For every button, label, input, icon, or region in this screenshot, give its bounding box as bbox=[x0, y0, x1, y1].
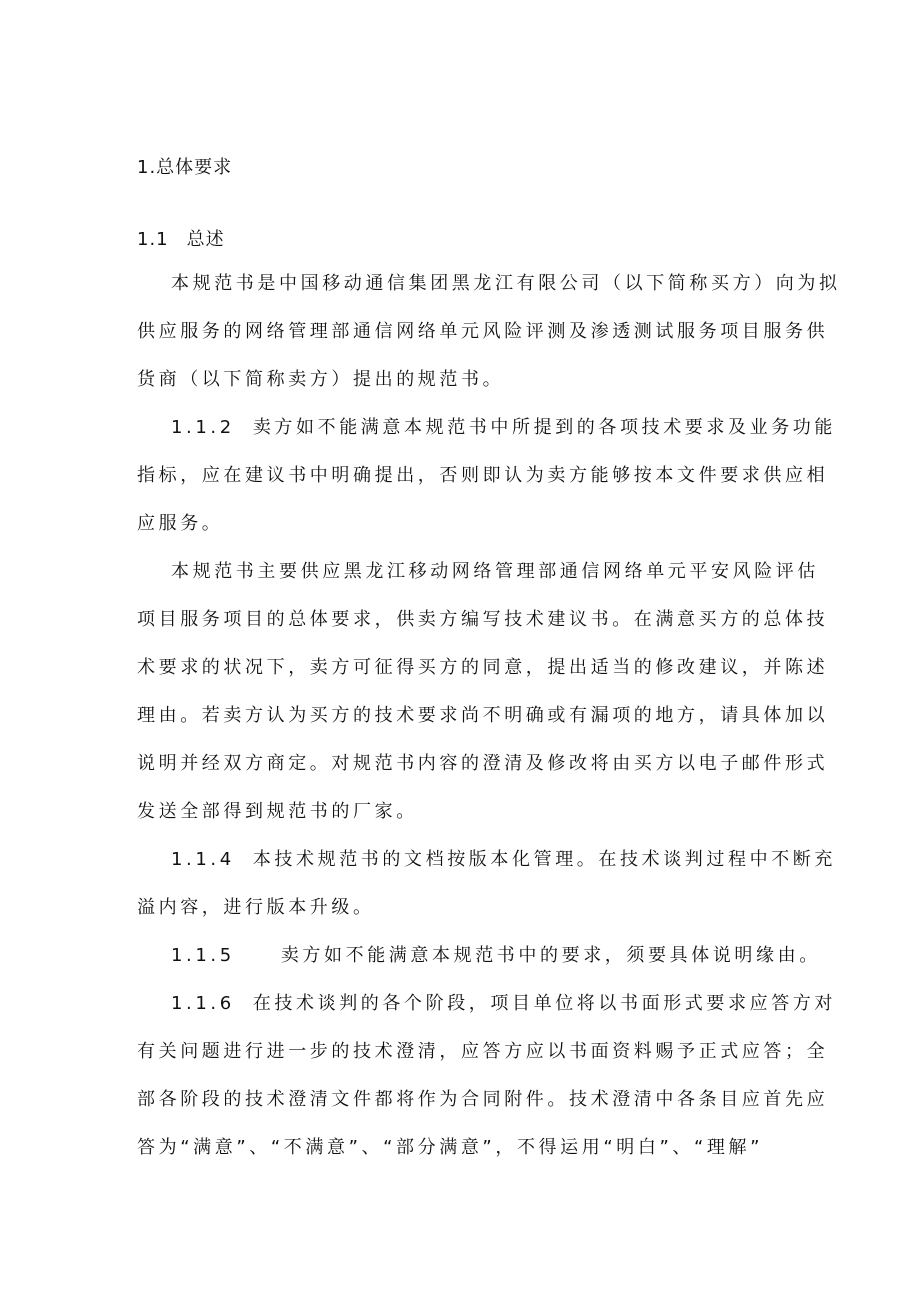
heading-general-requirements: 1.总体要求 bbox=[137, 157, 233, 178]
paragraph-6-line-4: 答为“满意”、“不满意”、“部分满意”，不得运用“明白”、“理解” bbox=[137, 1137, 764, 1158]
paragraph-2-line-3: 应服务。 bbox=[137, 513, 224, 534]
paragraph-1-line-1: 本规范书是中国移动通信集团黑龙江有限公司（以下简称买方）向为拟 bbox=[171, 273, 841, 294]
paragraph-3-line-1: 本规范书主要供应黑龙江移动网络管理部通信网络单元平安风险评估 bbox=[171, 561, 819, 582]
paragraph-2-line-2: 指标，应在建议书中明确提出，否则即认为卖方能够按本文件要求供应相 bbox=[137, 465, 829, 486]
paragraph-5-line-1-text: 卖方如不能满意本规范书中的要求，须要具体说明缘由。 bbox=[280, 945, 821, 966]
paragraph-3-line-3: 术要求的状况下，卖方可征得买方的同意，提出适当的修改建议，并陈述 bbox=[137, 657, 829, 678]
section-number-1-1-5: 1.1.5 bbox=[171, 945, 235, 966]
paragraph-1-line-2: 供应服务的网络管理部通信网络单元风险评测及渗透测试服务项目服务供 bbox=[137, 321, 829, 342]
section-number-1-1-4: 1.1.4 bbox=[171, 849, 235, 870]
heading-overview-number: 1.1 bbox=[137, 229, 169, 250]
paragraph-6-line-1-text: 在技术谈判的各个阶段，项目单位将以书面形式要求应答方对 bbox=[252, 993, 837, 1014]
paragraph-1-line-3: 货商（以下简称卖方）提出的规范书。 bbox=[137, 369, 505, 390]
section-number-1-1-2: 1.1.2 bbox=[171, 417, 235, 438]
paragraph-6-line-1 bbox=[171, 992, 836, 1016]
section-number-1-1-6: 1.1.6 bbox=[171, 993, 235, 1014]
paragraph-6-line-3: 部各阶段的技术澄清文件都将作为合同附件。技术澄清中各条目应首先应 bbox=[137, 1089, 829, 1110]
paragraph-3-line-2: 项目服务项目的总体要求，供卖方编写技术建议书。在满意买方的总体技 bbox=[137, 609, 829, 630]
paragraph-3-line-5: 说明并经双方商定。对规范书内容的澄清及修改将由买方以电子邮件形式 bbox=[137, 753, 829, 774]
paragraph-2-line-1-text: 卖方如不能满意本规范书中所提到的各项技术要求及业务功能 bbox=[252, 417, 837, 438]
paragraph-4-line-1 bbox=[171, 848, 836, 872]
paragraph-4-line-1-text: 本技术规范书的文档按版本化管理。在技术谈判过程中不断充 bbox=[252, 849, 837, 870]
paragraph-6-line-2: 有关问题进行进一步的技术澄清，应答方应以书面资料赐予正式应答；全 bbox=[137, 1041, 829, 1062]
paragraph-2-line-1 bbox=[171, 416, 836, 440]
heading-overview-title: 总述 bbox=[186, 229, 225, 250]
paragraph-5-line-1 bbox=[171, 944, 821, 968]
paragraph-4-line-2: 溢内容，进行版本升级。 bbox=[137, 897, 375, 918]
paragraph-3-line-6: 发送全部得到规范书的厂家。 bbox=[137, 801, 418, 822]
heading-overview bbox=[137, 228, 225, 252]
paragraph-3-line-4: 理由。若卖方认为买方的技术要求尚不明确或有漏项的地方，请具体加以 bbox=[137, 705, 829, 726]
